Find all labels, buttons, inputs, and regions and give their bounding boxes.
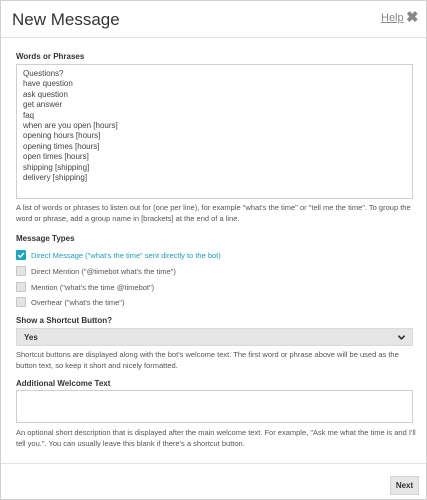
shortcut-label: Show a Shortcut Button? [16, 316, 112, 325]
checkbox-label: Direct Mention ("@timebot what's the time") [31, 266, 176, 276]
phrases-textarea[interactable] [16, 64, 413, 199]
checkbox-mention[interactable] [16, 281, 154, 293]
phrases-label: Words or Phrases [16, 52, 85, 61]
chevron-down-icon [397, 333, 406, 342]
checkbox-checked-icon[interactable] [16, 250, 26, 260]
phrase-line: open times [hours] [23, 152, 89, 162]
shortcut-help-text: Shortcut buttons are displayed along with the bot's welcome text. The first word or phrase above will be used as the button text, so keep it short and nicely formatted. [16, 350, 399, 370]
welcome-label: Additional Welcome Text [16, 379, 111, 388]
phrase-line: shipping [shipping] [23, 162, 90, 172]
phrase-line: have question [23, 79, 73, 89]
shortcut-selected-value: Yes [24, 333, 38, 342]
checkbox-label: Overhear ("what's the time") [31, 297, 125, 307]
checkbox-direct-message[interactable] [16, 249, 221, 261]
phrase-line: ask question [23, 89, 68, 99]
checkbox-overhear[interactable] [16, 296, 124, 308]
dialog-title: New Message [12, 10, 120, 29]
dialog-footer [1, 463, 426, 499]
phrase-line: Questions? [23, 69, 64, 78]
phrase-line: delivery [shipping] [23, 173, 88, 183]
phrase-line: when are you open [hours] [23, 121, 118, 131]
shortcut-select[interactable] [16, 328, 413, 346]
phrase-line: get answer [23, 100, 63, 110]
welcome-help-text: An optional short description that is displayed after the main welcome text. For example, "Ask me what the time is and I'll tell you.". You can usually leave this blank if there's a shortcut button. [16, 428, 416, 448]
phrase-line: faq [23, 110, 35, 120]
checkbox-label: Mention ("what's the time @timebot") [31, 282, 155, 292]
checkbox-direct-mention[interactable] [16, 265, 176, 277]
checkbox-unchecked-icon[interactable] [16, 266, 26, 276]
phrase-line: opening times [hours] [23, 141, 100, 151]
phrases-help-text: A list of words or phrases to listen out for (one per line), for example "what's the time" or "tell me the time". To group the word or phrase, add a group name in [brackets] at the end of a line. [16, 203, 411, 223]
close-icon[interactable]: ✖ [406, 9, 419, 26]
message-types-label: Message Types [16, 234, 75, 243]
dialog-header [1, 1, 426, 38]
checkbox-label: Direct Message ("what's the time" sent directly to the bot) [31, 250, 221, 260]
checkbox-unchecked-icon[interactable] [16, 297, 26, 307]
welcome-text-input[interactable] [16, 390, 413, 423]
checkbox-unchecked-icon[interactable] [16, 282, 26, 292]
next-button[interactable]: Next [390, 476, 419, 495]
help-link[interactable]: Help [381, 12, 404, 24]
phrase-line: opening hours [hours] [23, 131, 101, 141]
